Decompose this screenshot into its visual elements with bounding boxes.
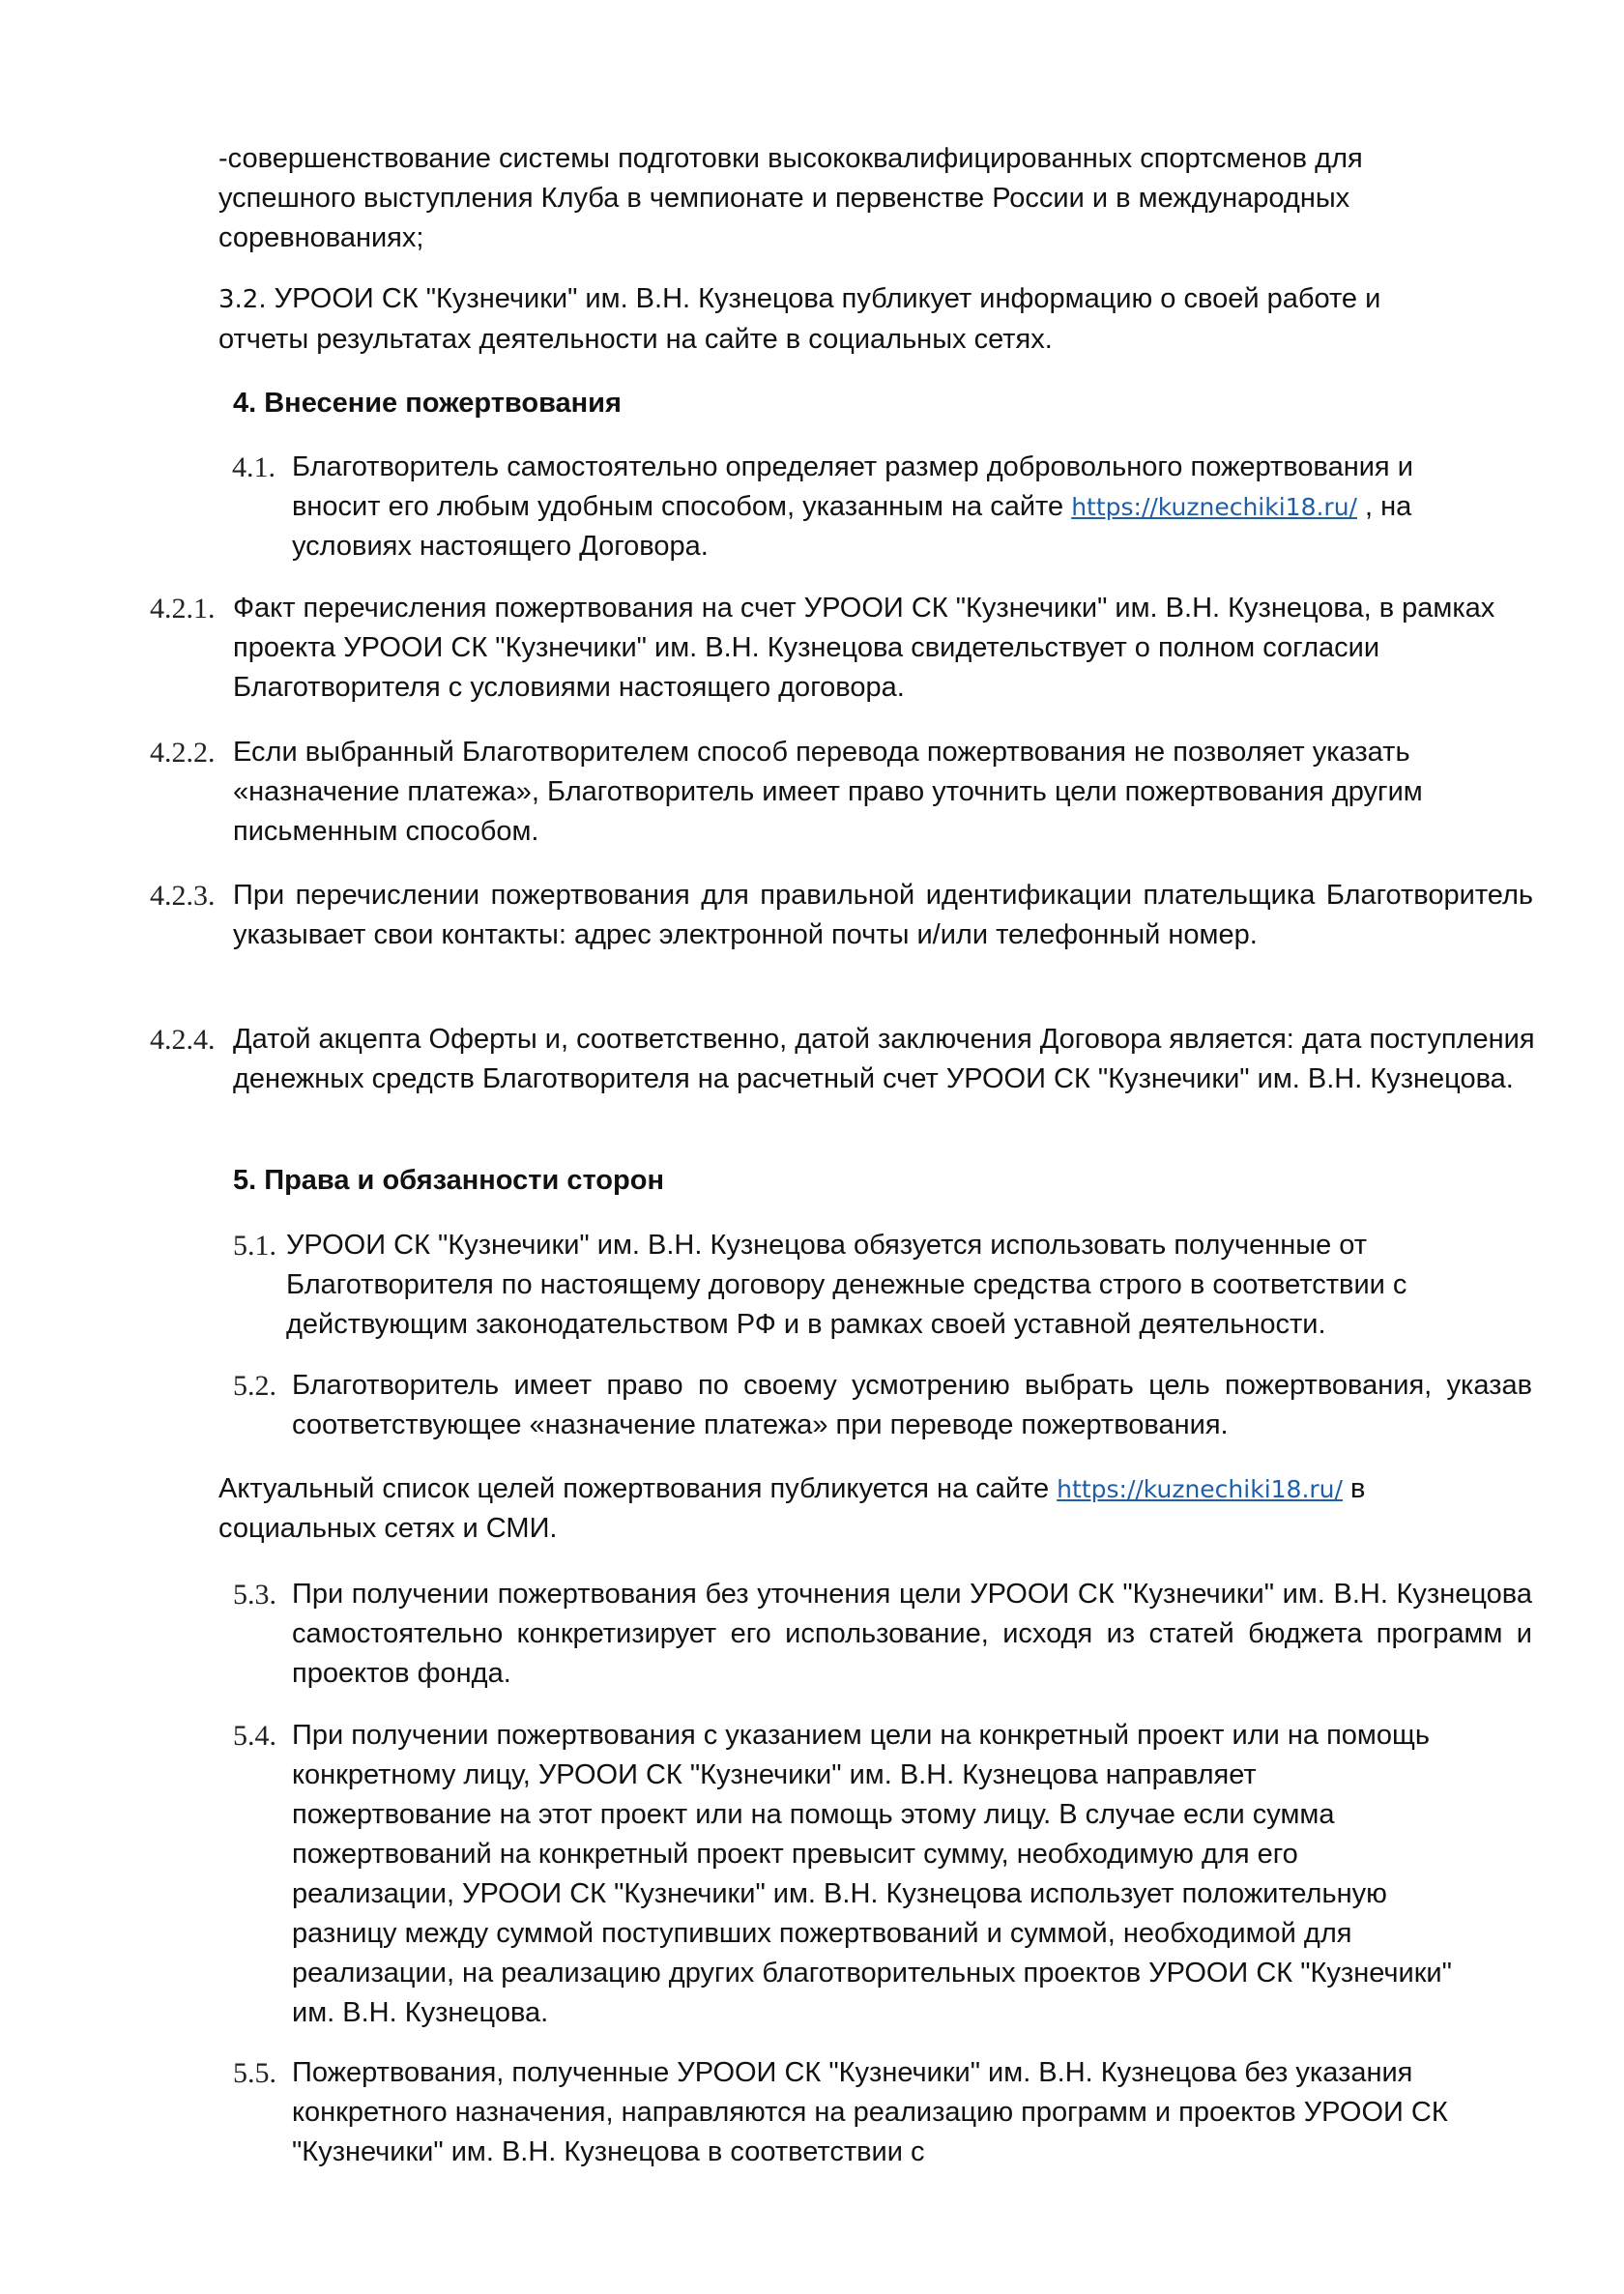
- note-text-end: в социальных сетях и СМИ.: [218, 1473, 1366, 1544]
- clause-number: 3.2.: [218, 285, 267, 314]
- clause-4-2-4: Датой акцепта Оферты и, соответственно, датой заключения Договора является: дата поступления денежных средств Благотворителя на расчетный счет УРООИ СК "Кузнечики" им. В.Н. Кузнецова.: [233, 1024, 1535, 1094]
- clause-4-2-1: Факт перечисления пожертвования на счет УРООИ СК "Кузнечики" им. В.Н. Кузнецова, в рамках проекта УРООИ СК "Кузнечики" им. В.Н. Кузнецова свидетельствует о полном согласии Благотворителя с условиями настоящего договора.: [233, 593, 1495, 703]
- clause-5-3-number: 5.3.: [233, 1579, 276, 1611]
- intro-paragraph: -совершенствование системы подготовки высококвалифицированных спортсменов для успешного выступления Клуба в чемпионате и первенстве России и в международных соревнованиях;: [218, 143, 1363, 253]
- clause-5-4: [292, 1716, 1549, 2033]
- clause-line: реализации, на реализацию других благотворительных проектов УРООИ СК "Кузнечики": [292, 1958, 1452, 1989]
- clause-3-2: [218, 279, 1475, 360]
- clause-4-1: [292, 448, 1491, 566]
- clause-5-1: УРООИ СК "Кузнечики" им. В.Н. Кузнецова обязуется использовать полученные от Благотворителя по настоящему договору денежные средства строго в соответствии с действующим законодательством РФ и в рамках своей уставной деятельности.: [286, 1230, 1407, 1340]
- clause-5-5: [292, 2053, 1549, 2172]
- note-text: Актуальный список целей пожертвования публикуется на сайте: [218, 1473, 1058, 1504]
- section-5-heading: 5. Права и обязанности сторон: [233, 1165, 664, 1196]
- clause-line: "Кузнечики" им. В.Н. Кузнецова в соответствии с: [292, 2136, 925, 2167]
- clause-5-3: При получении пожертвования без уточнения цели УРООИ СК "Кузнечики" им. В.Н. Кузнецова самостоятельно конкретизирует его использование, исходя из статей бюджета программ и проектов фонда.: [292, 1579, 1532, 1689]
- clause-text: Благотворитель самостоятельно определяет размер добровольного пожертвования и вносит его любым удобным способом, указанным на сайте: [292, 451, 1413, 522]
- clause-line: разницу между суммой поступивших пожертвований и суммой, необходимой для: [292, 1918, 1352, 1949]
- website-link[interactable]: https://kuznechiki18.ru/: [1071, 493, 1357, 521]
- clause-4-2-1-number: 4.2.1.: [150, 593, 216, 624]
- clause-line: пожертвование на этот проект или на помощь этому лицу. В случае если сумма: [292, 1799, 1335, 1830]
- clause-5-1-number: 5.1.: [233, 1230, 276, 1262]
- clause-4-2-2-number: 4.2.2.: [150, 737, 216, 769]
- clause-text-end: , на условиях настоящего Договора.: [292, 491, 1412, 562]
- clause-line: пожертвований на конкретный проект превысит сумму, необходимую для его: [292, 1839, 1298, 1870]
- clause-5-5-number: 5.5.: [233, 2057, 276, 2089]
- clause-4-2-3: При перечислении пожертвования для правильной идентификации плательщика Благотворитель указывает свои контакты: адрес электронной почты и/или телефонный номер.: [233, 880, 1533, 950]
- clause-5-4-number: 5.4.: [233, 1720, 276, 1752]
- clause-5-2: Благотворитель имеет право по своему усмотрению выбрать цель пожертвования, указав соответствующее «назначение платежа» при переводе пожертвования.: [292, 1370, 1532, 1440]
- clause-line: реализации, УРООИ СК "Кузнечики" им. В.Н. Кузнецова использует положительную: [292, 1878, 1387, 1909]
- clause-line: им. В.Н. Кузнецова.: [292, 1997, 549, 2028]
- clause-5-2-number: 5.2.: [233, 1370, 276, 1402]
- goals-note: [218, 1469, 1504, 1549]
- clause-line: конкретному лицу, УРООИ СК "Кузнечики" им. В.Н. Кузнецова направляет: [292, 1759, 1257, 1790]
- clause-4-2-4-number: 4.2.4.: [150, 1024, 216, 1056]
- clause-4-1-number: 4.1.: [232, 451, 276, 483]
- clause-4-2-2: Если выбранный Благотворителем способ перевода пожертвования не позволяет указать «назначение платежа», Благотворитель имеет право уточнить цели пожертвования другим письменным способом.: [233, 737, 1423, 847]
- clause-4-2-3-number: 4.2.3.: [150, 880, 216, 912]
- clause-line: При получении пожертвования с указанием цели на конкретный проект или на помощь: [292, 1720, 1430, 1751]
- clause-line: Пожертвования, полученные УРООИ СК "Кузнечики" им. В.Н. Кузнецова без указания: [292, 2057, 1413, 2088]
- clause-text: УРООИ СК "Кузнечики" им. В.Н. Кузнецова публикует информацию о своей работе и отчеты результатах деятельности на сайте в социальных сетях.: [218, 283, 1381, 355]
- clause-line: конкретного назначения, направляются на реализацию программ и проектов УРООИ СК: [292, 2097, 1448, 2128]
- section-4-heading: 4. Внесение пожертвования: [233, 388, 622, 419]
- website-link[interactable]: https://kuznechiki18.ru/: [1057, 1475, 1343, 1503]
